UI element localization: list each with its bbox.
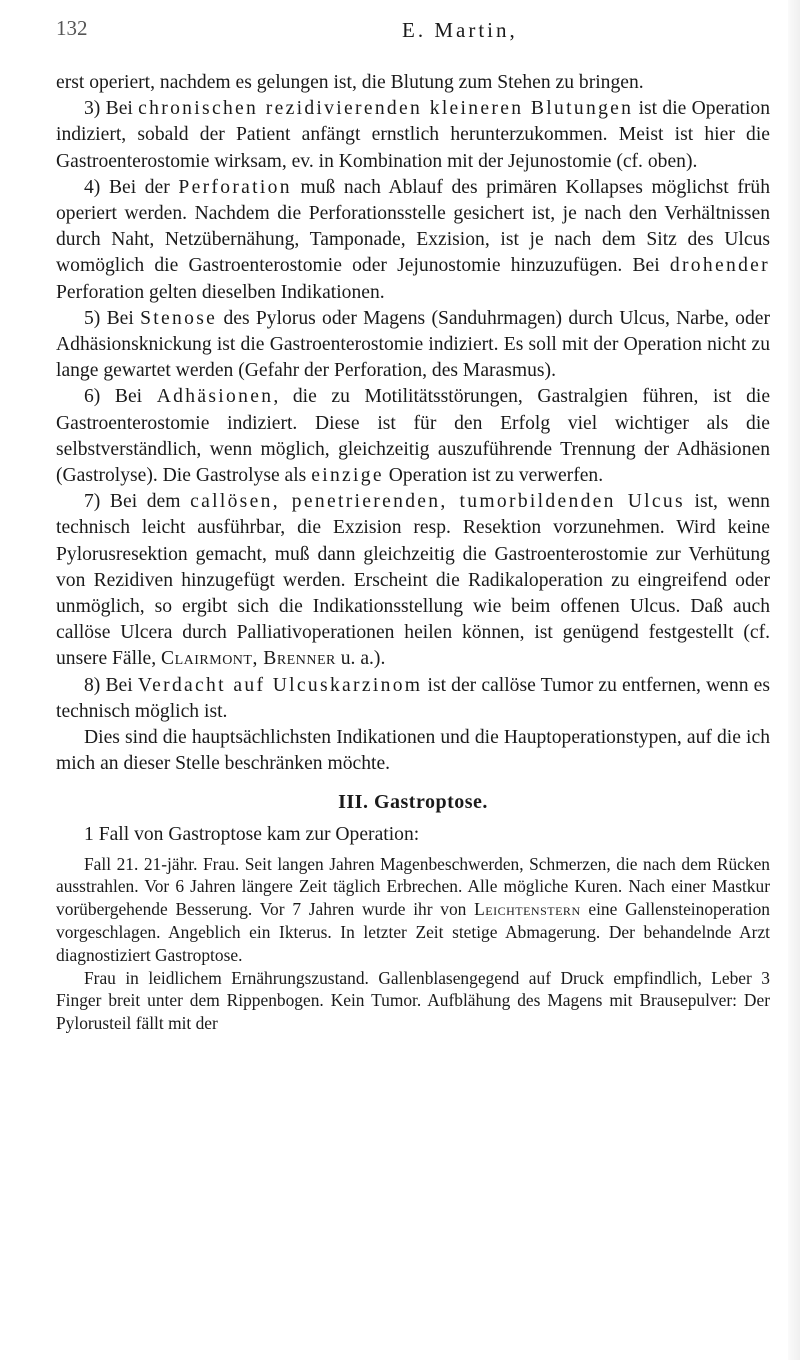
case-report: Fall 21. 21-jähr. Frau. Seit langen Jahren Magenbeschwerden, Schmerzen, die nach dem Rücken ausstrahlen. Vor 6 Jahren längere Zeit täglich Erbrechen. Alle mögliche Kuren. Nach einer Mastkur vorübergehende Besserung. Vor 7 Jahren wurde ihr von Leichtenstern eine Gallensteinoperation vorgeschlagen. Angeblich ein Ikterus. In letzter Zeit stetige Abmagerung. Der behandelnde Arzt diagnostiziert Gastroptose. [56, 853, 770, 965]
case-findings: Frau in leidlichem Ernährungszustand. Gallenblasengegend auf Druck empfindlich, Leber 3 Finger breit unter dem Rippenbogen. Kein Tumor. Aufblähung des Magens mit Brausepulver: Der Pylorusteil fällt mit der [56, 967, 770, 1034]
paragraph-indication-8: 8) Bei Verdacht auf Ulcuskarzinom ist der callöse Tumor zu entfernen, wenn es technisch möglich ist. [56, 674, 770, 722]
spaced-term: callösen, penetrierenden, tumorbildenden Ulcus [190, 491, 685, 513]
page-edge [788, 0, 800, 1360]
paragraph-indication-6: 6) Bei Adhäsionen, die zu Motilitätsstörungen, Gastralgien führen, ist die Gastroenterostomie indiziert. Diese ist für den Erfolg viel wichtiger als die selbstverständlich, wenn möglich, gleichzeitig auszuführende Trennung der Adhäsionen (Gastrolyse). Die Gastrolyse als einzige Operation ist zu verwerfen. [56, 386, 771, 487]
spaced-term: drohender [669, 255, 770, 277]
spaced-term: Perforation [178, 176, 292, 198]
author-name: Leichtenstern [474, 899, 581, 920]
section-heading: III. Gastroptose. [338, 791, 488, 814]
paragraph-indication-5: 5) Bei Stenose des Pylorus oder Magens (Sanduhrmagen) durch Ulcus, Narbe, oder Adhäsionsknickung ist die Gastroenterostomie indiziert. Es soll mit der Operation nicht zu lange gewartet werden (Gefahr der Perforation, des Marasmus). [56, 307, 770, 382]
spaced-term: Adhäsionen [156, 386, 274, 408]
paragraph-indication-7: 7) Bei dem callösen, penetrierenden, tumorbildenden Ulcus ist, wenn technisch leicht ausführbar, die Exzision resp. Resektion vorzunehmen. Wird keine Pylorusresektion gemacht, muß dann gleichzeitig die Gastroenterostomie zur Verhütung von Rezidiven hinzugefügt werden. Erscheint die Radikaloperation zu eingreifend oder unmöglich, so ergibt sich die Indikationsstellung wie beim offenen Ulcus. Daß auch callöse Ulcera durch Palliativoperationen heilen können, ist genügend festgestellt (cf. unsere Fälle, Clairmont, Brenner u. a.). [56, 491, 770, 670]
section-intro: 1 Fall von Gastroptose kam zur Operation: [84, 824, 420, 846]
running-head: E. Martin, [402, 18, 518, 42]
author-names: Clairmont, Brenner [161, 648, 336, 670]
spaced-term: einzige [311, 465, 384, 487]
spaced-term: Verdacht auf Ulcuskarzinom [137, 674, 423, 696]
spaced-term: Stenose [140, 307, 218, 329]
paragraph-continuation: erst operiert, nachdem es gelungen ist, die Blutung zum Stehen zu bringen. [56, 72, 644, 93]
page-header [56, 16, 768, 46]
page-number: 132 [56, 16, 88, 40]
paragraph-indication-3: 3) Bei chronischen rezidivierenden kleineren Blutungen ist die Operation indiziert, sobald der Patient anfängt ernstlich herunterzukommen. Meist ist hier die Gastroenterostomie wirksam, ev. in Kombination mit der Jejunostomie (cf. oben). [56, 98, 771, 172]
paragraph-indication-4: 4) Bei der Perforation muß nach Ablauf des primären Kollapses möglichst früh operiert werden. Nachdem die Perforationsstelle gesichert ist, je nach den Verhältnissen durch Naht, Netzübernähung, Tamponade, Exzision, ist je nach dem Sitz des Ulcus womöglich die Gastroenterostomie oder Jejunostomie hinzuzufügen. Bei drohender Perforation gelten dieselben Indikationen. [56, 176, 770, 303]
paragraph-summary: Dies sind die hauptsächlichsten Indikationen und die Hauptoperationstypen, auf die ich mich an dieser Stelle beschränken möchte. [56, 727, 770, 775]
page-body [56, 70, 770, 1035]
spaced-term: chronischen rezidivierenden kleineren Blutungen [138, 98, 634, 120]
